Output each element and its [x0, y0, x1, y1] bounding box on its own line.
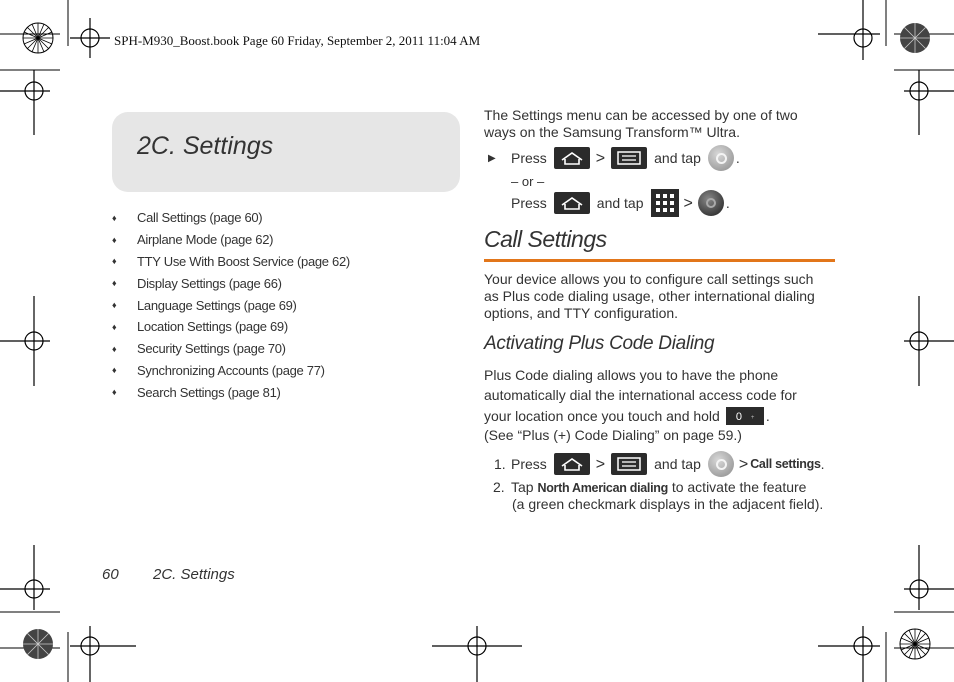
bullet-icon: ♦ — [112, 212, 117, 223]
call-settings-line-1: Your device allows you to configure call settings such — [484, 271, 814, 287]
toc-link[interactable]: Call Settings (page 60) — [137, 210, 263, 226]
heading-rule — [484, 259, 835, 262]
chapter-title: 2C. Settings — [137, 132, 274, 160]
step-arrow-icon: ▶ — [488, 152, 496, 164]
bullet-icon: ♦ — [112, 343, 117, 354]
toc-link[interactable]: Location Settings (page 69) — [137, 319, 288, 335]
bullet-icon: ♦ — [112, 321, 117, 332]
home-key-icon — [554, 192, 590, 214]
north-american-dialing-option[interactable]: North American dialing — [537, 481, 668, 495]
step-number: 2. — [493, 479, 505, 495]
call-settings-line-3: options, and TTY configuration. — [484, 305, 679, 321]
bullet-icon: ♦ — [112, 300, 117, 311]
period: . — [765, 407, 770, 424]
plus-code-text: your location once you touch and hold — [484, 407, 720, 424]
toc-link[interactable]: Display Settings (page 66) — [137, 275, 282, 291]
bullet-icon: ♦ — [112, 234, 117, 245]
period: . — [820, 455, 825, 472]
list-item — [112, 294, 350, 316]
home-key-icon — [554, 147, 590, 169]
press-label: Press — [511, 149, 547, 166]
press-label: Press — [511, 455, 547, 472]
toc-link[interactable]: Synchronizing Accounts (page 77) — [137, 362, 325, 378]
page-number: 60 — [102, 566, 119, 583]
zero-key-sublabel: + — [750, 415, 755, 421]
call-settings-line-2: as Plus code dialing usage, other international dialing — [484, 288, 815, 304]
home-key-icon — [554, 453, 590, 475]
list-item — [112, 251, 350, 273]
bullet-icon: ♦ — [112, 256, 117, 267]
intro-line-2: ways on the Samsung Transform™ Ultra. — [484, 124, 740, 140]
footer-chapter-title: 2C. Settings — [153, 566, 235, 583]
and-tap-label: and tap — [596, 194, 644, 211]
step-press-home-apps — [511, 189, 730, 217]
zero-key-label: 0 — [735, 411, 742, 423]
plus-code-line-3 — [484, 405, 770, 427]
plus-code-line-2: automatically dial the international access code for — [484, 387, 797, 403]
step-2-line-2: (a green checkmark displays in the adjacent field). — [512, 496, 824, 512]
bullet-icon: ♦ — [112, 365, 117, 376]
settings-icon — [708, 145, 734, 171]
list-item — [112, 229, 350, 251]
gt-sign: > — [738, 455, 749, 473]
section-heading-call-settings: Call Settings — [484, 226, 607, 252]
menu-key-icon — [611, 147, 647, 169]
toc-link[interactable]: TTY Use With Boost Service (page 62) — [137, 253, 350, 269]
settings-icon — [708, 451, 734, 477]
step-1 — [494, 452, 825, 476]
gt-sign: > — [683, 194, 693, 212]
period: . — [735, 149, 740, 166]
call-settings-option[interactable]: Call settings — [750, 456, 821, 471]
toc-link[interactable]: Security Settings (page 70) — [137, 341, 286, 357]
plus-code-line-4: (See “Plus (+) Code Dialing” on page 59.) — [484, 427, 742, 443]
and-tap-label: and tap — [654, 455, 701, 472]
bullet-icon: ♦ — [112, 387, 117, 398]
step-2 — [493, 479, 806, 497]
step-2-text: to activate the feature — [671, 479, 807, 495]
print-header: SPH-M930_Boost.book Page 60 Friday, September 2, 2011 11:04 AM — [114, 33, 481, 48]
list-item — [112, 381, 350, 403]
list-item — [112, 207, 350, 229]
and-tap-label: and tap — [654, 149, 701, 166]
list-item — [112, 272, 350, 294]
toc-link[interactable]: Search Settings (page 81) — [137, 384, 281, 400]
chapter-contents-list — [112, 207, 350, 403]
menu-key-icon — [611, 453, 647, 475]
tap-label: Tap — [511, 479, 534, 495]
list-item — [112, 360, 350, 382]
or-separator: – or – — [511, 174, 545, 189]
plus-code-line-1: Plus Code dialing allows you to have the phone — [484, 367, 779, 383]
list-item — [112, 316, 350, 338]
list-item — [112, 338, 350, 360]
step-press-home-menu — [488, 146, 740, 170]
subheading-plus-code: Activating Plus Code Dialing — [484, 333, 715, 354]
zero-key-icon — [726, 407, 764, 425]
toc-link[interactable]: Language Settings (page 69) — [137, 297, 297, 313]
intro-line-1: The Settings menu can be accessed by one of two — [484, 107, 798, 123]
toc-link[interactable]: Airplane Mode (page 62) — [137, 232, 274, 248]
gt-sign: > — [595, 149, 606, 167]
applications-grid-icon — [651, 189, 679, 217]
period: . — [725, 194, 730, 211]
gt-sign: > — [595, 455, 606, 473]
step-number: 1. — [494, 455, 506, 472]
press-label: Press — [511, 194, 547, 211]
settings-dark-icon — [698, 190, 724, 216]
bullet-icon: ♦ — [112, 278, 117, 289]
